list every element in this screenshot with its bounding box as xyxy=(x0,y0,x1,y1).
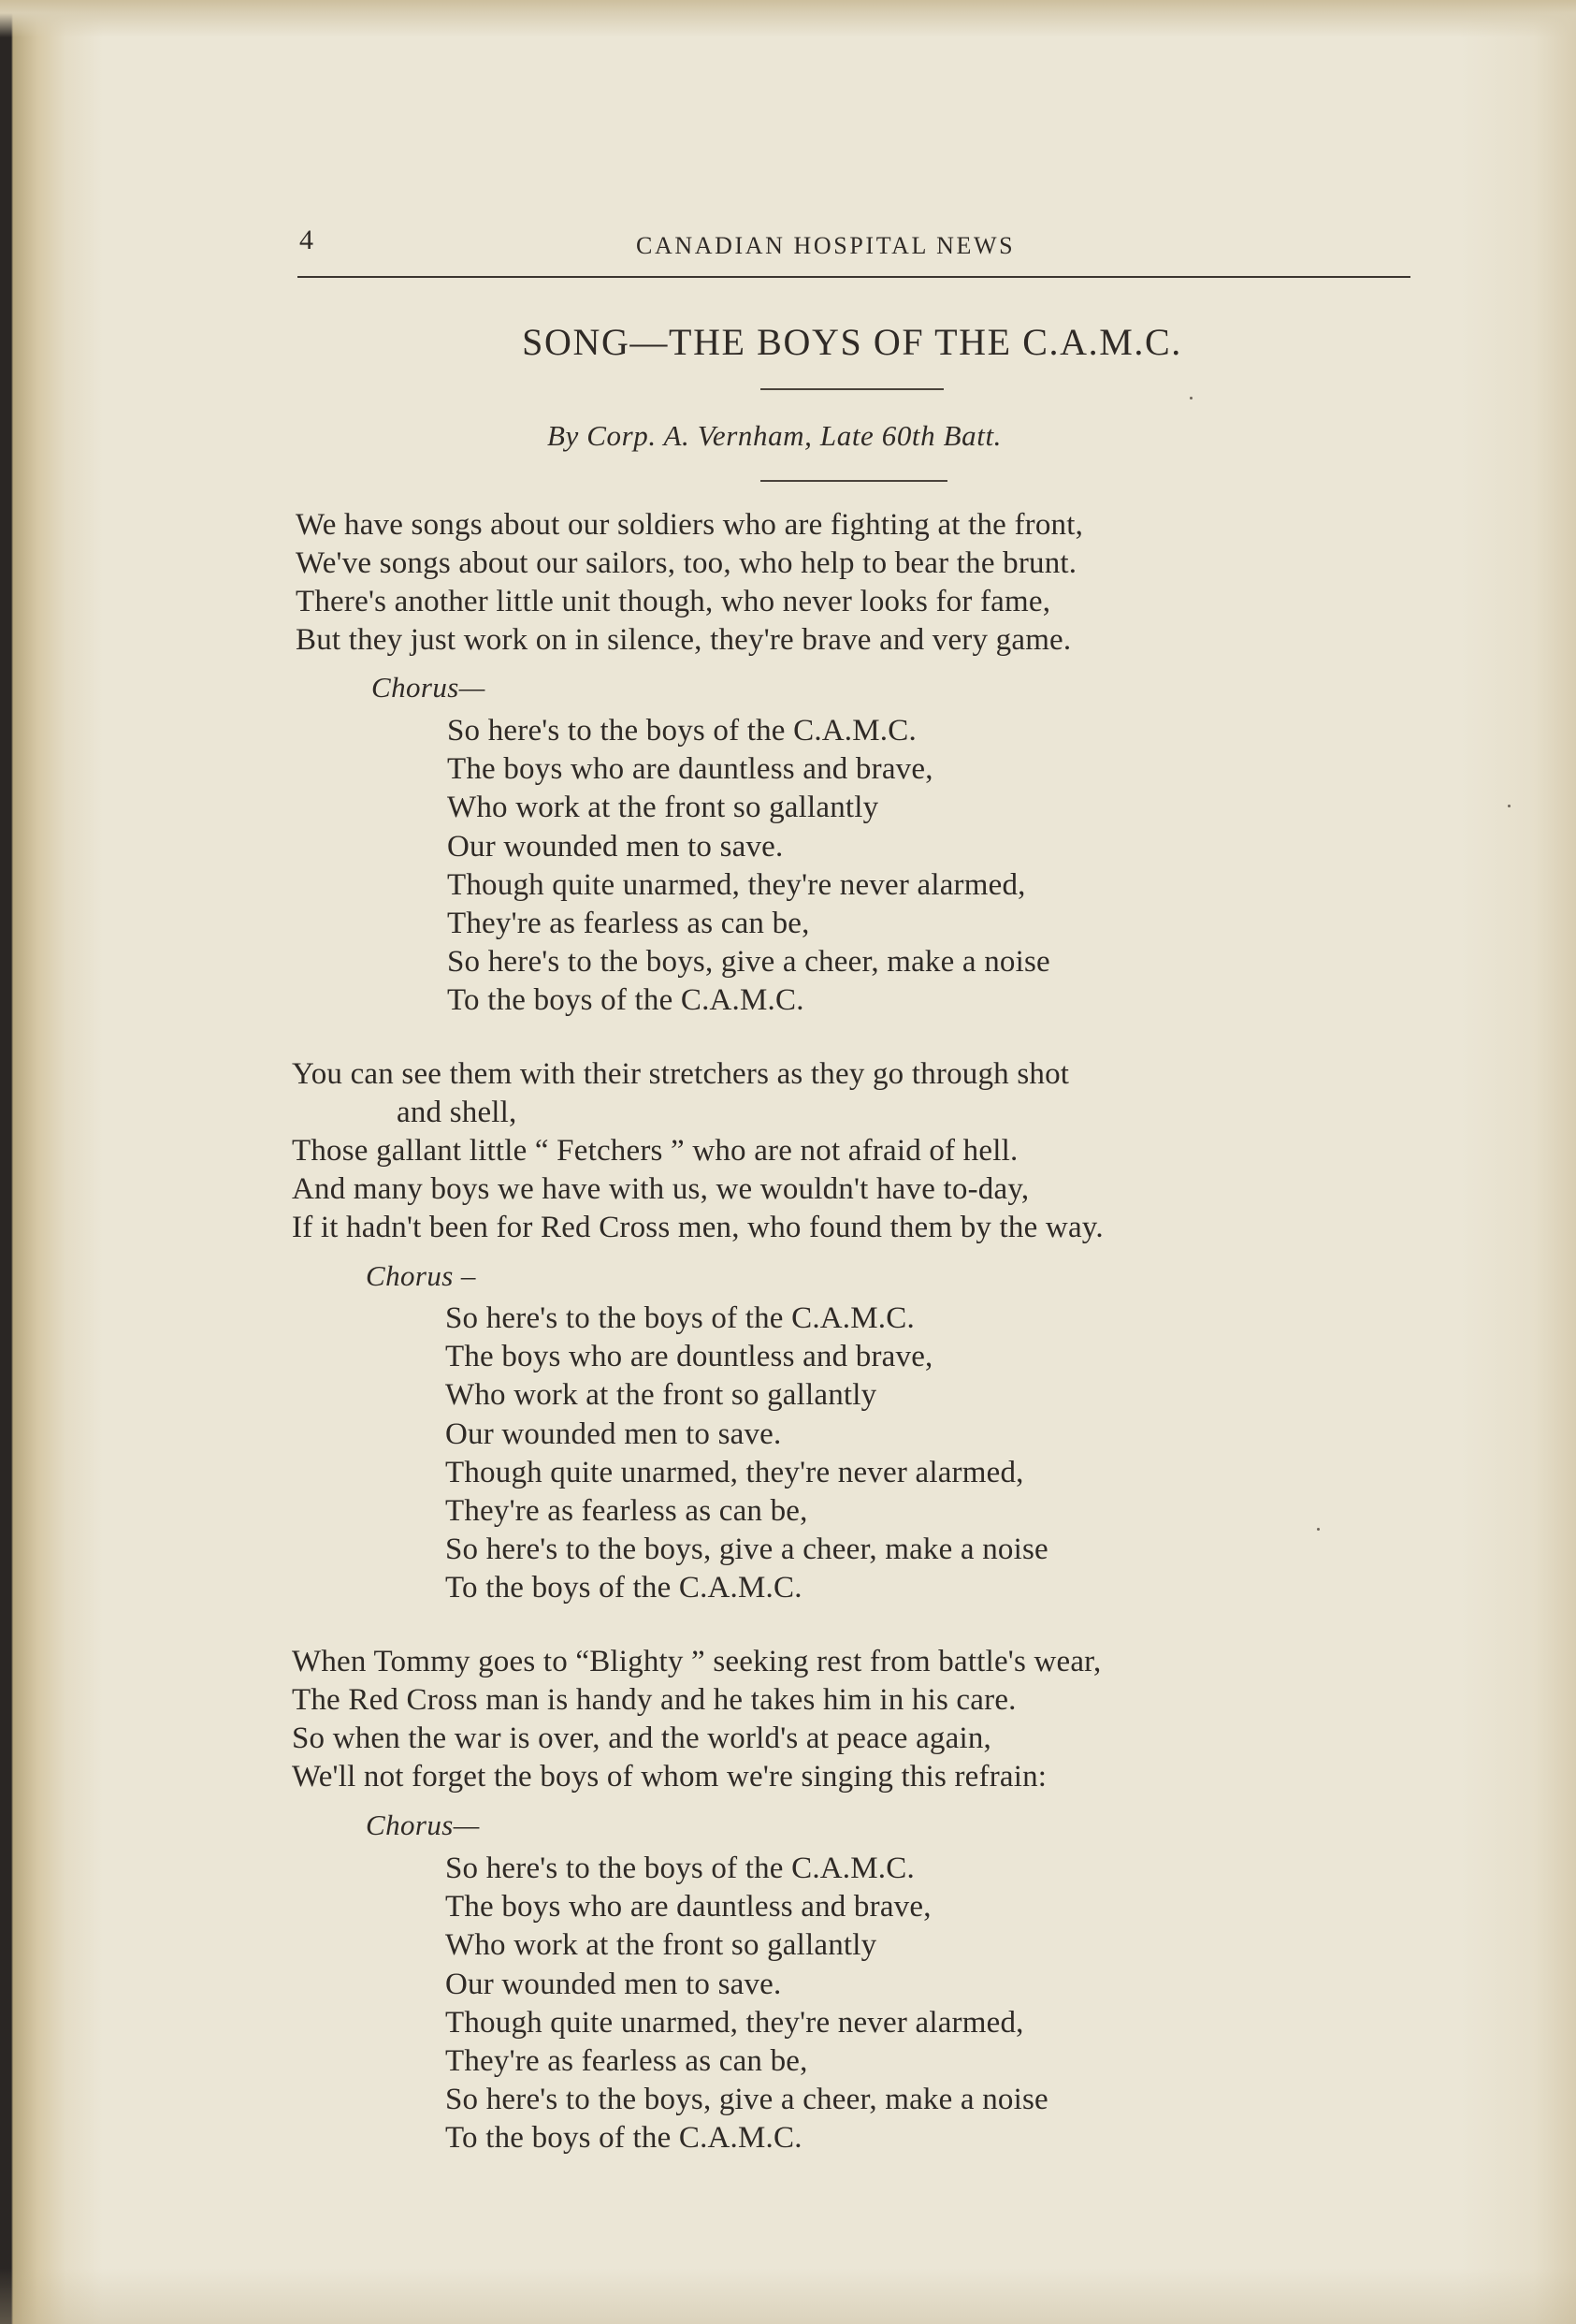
verse-line: We have songs about our soldiers who are fighting at the front, xyxy=(296,508,1084,542)
chorus-line: They're as fearless as can be, xyxy=(445,2044,808,2079)
verse-3 xyxy=(292,1643,1102,1796)
chorus-line: Our wounded men to save. xyxy=(445,1967,782,2001)
chorus-line: So here's to the boys, give a cheer, make a noise xyxy=(445,1532,1048,1567)
verse-line: There's another little unit though, who never looks for fame, xyxy=(296,585,1051,618)
chorus-line: Our wounded men to save. xyxy=(445,1416,782,1451)
chorus-line: The boys who are dauntless and brave, xyxy=(445,1890,932,1925)
verse-line: and shell, xyxy=(397,1096,517,1129)
chorus-line: Though quite unarmed, they're never alarmed, xyxy=(447,867,1026,902)
verse-line: But they just work on in silence, they're brave and very game. xyxy=(296,623,1072,657)
verse-line: When Tommy goes to “Blighty ” seeking rest from battle's wear, xyxy=(292,1645,1102,1678)
chorus-line: Our wounded men to save. xyxy=(447,829,784,864)
chorus-1 xyxy=(447,712,1050,1021)
page-number: 4 xyxy=(299,225,314,255)
chorus-line: So here's to the boys of the C.A.M.C. xyxy=(445,1852,915,1885)
verse-line: If it hadn't been for Red Cross men, who found them by the way. xyxy=(292,1211,1104,1244)
byline: By Corp. A. Vernham, Late 60th Batt. xyxy=(547,419,1003,452)
chorus-label: Chorus – xyxy=(366,1259,476,1292)
verse-line: We'll not forget the boys of whom we're singing this refrain: xyxy=(292,1760,1048,1794)
chorus-line: So here's to the boys, give a cheer, make a noise xyxy=(445,2083,1048,2117)
chorus-line: So here's to the boys of the C.A.M.C. xyxy=(445,1301,915,1335)
chorus-line: Though quite unarmed, they're never alarmed, xyxy=(445,2005,1024,2040)
chorus-line: Who work at the front so gallantly xyxy=(445,1928,877,1963)
verse-1 xyxy=(296,506,1083,660)
chorus-3 xyxy=(445,1850,1048,2158)
paper-speck xyxy=(1317,1528,1320,1531)
chorus-line: The boys who are dountless and brave, xyxy=(445,1340,933,1374)
song-title: SONG—THE BOYS OF THE C.A.M.C. xyxy=(522,321,1182,363)
running-head: CANADIAN HOSPITAL NEWS xyxy=(636,232,1016,259)
verse-line: And many boys we have with us, we wouldn't have to-day, xyxy=(292,1172,1030,1206)
chorus-line: So here's to the boys of the C.A.M.C. xyxy=(447,714,917,748)
chorus-line: To the boys of the C.A.M.C. xyxy=(445,2121,802,2156)
verse-line: The Red Cross man is handy and he takes him in his care. xyxy=(292,1683,1017,1717)
chorus-line: To the boys of the C.A.M.C. xyxy=(447,983,804,1018)
paper-speck xyxy=(1190,397,1193,399)
verse-line: Those gallant little “ Fetchers ” who are not afraid of hell. xyxy=(292,1134,1019,1168)
chorus-label: Chorus— xyxy=(371,671,485,704)
byline-divider xyxy=(760,480,947,482)
paper-speck xyxy=(1508,805,1511,807)
chorus-line: Who work at the front so gallantly xyxy=(445,1378,877,1413)
chorus-2 xyxy=(445,1300,1048,1608)
title-divider xyxy=(760,388,944,390)
chorus-line: Who work at the front so gallantly xyxy=(447,791,879,825)
verse-2 xyxy=(292,1055,1104,1247)
chorus-line: So here's to the boys, give a cheer, make a noise xyxy=(447,945,1050,980)
chorus-label: Chorus— xyxy=(366,1808,480,1841)
header-rule xyxy=(297,276,1410,278)
verse-line: So when the war is over, and the world's at peace again, xyxy=(292,1721,991,1755)
chorus-line: Though quite unarmed, they're never alarmed, xyxy=(445,1455,1024,1489)
verse-line: We've songs about our sailors, too, who help to bear the brunt. xyxy=(296,546,1077,580)
chorus-line: They're as fearless as can be, xyxy=(445,1494,808,1529)
chorus-line: They're as fearless as can be, xyxy=(447,907,810,941)
chorus-line: To the boys of the C.A.M.C. xyxy=(445,1571,802,1605)
chorus-line: The boys who are dauntless and brave, xyxy=(447,752,933,787)
verse-line: You can see them with their stretchers as they go through shot xyxy=(292,1057,1070,1091)
